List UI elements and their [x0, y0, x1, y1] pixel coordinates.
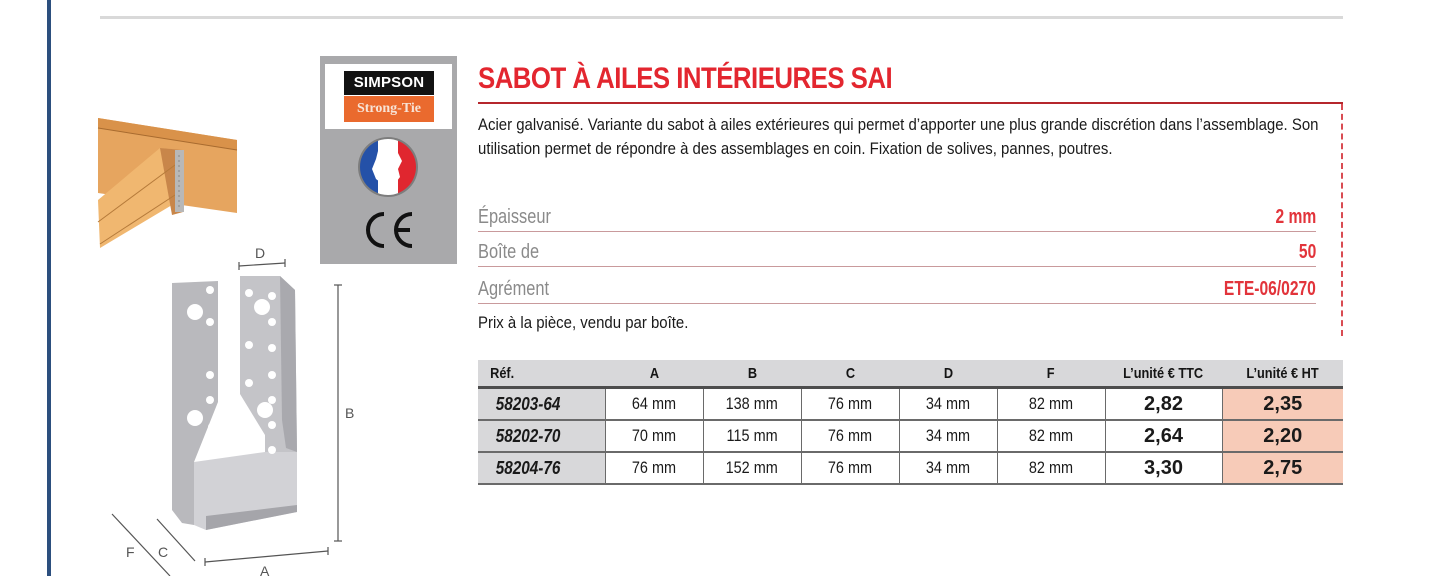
header-b: B — [703, 360, 801, 388]
cell-price-ht: 2,35 — [1222, 388, 1343, 421]
cell-ref: 58203-64 — [478, 388, 605, 421]
spec-row-thickness — [478, 201, 1316, 232]
header-f: F — [997, 360, 1105, 388]
simpson-strongtie-logo — [325, 64, 452, 129]
cell-f: 82 mm — [997, 420, 1105, 452]
cell-f: 82 mm — [997, 388, 1105, 421]
cell-a: 64 mm — [605, 388, 703, 421]
cell-d: 34 mm — [899, 420, 997, 452]
cell-a: 70 mm — [605, 420, 703, 452]
title-underline — [478, 102, 1343, 104]
cell-d: 34 mm — [899, 452, 997, 484]
cell-f: 82 mm — [997, 452, 1105, 484]
table-header-row — [478, 360, 1343, 388]
price-note: Prix à la pièce, vendu par boîte. — [478, 313, 689, 332]
dimension-label-d: D — [255, 245, 266, 261]
logo-simpson-text: SIMPSON — [344, 71, 434, 95]
header-a: A — [605, 360, 703, 388]
joist-hanger-icon — [172, 276, 297, 530]
cell-ref: 58204-76 — [478, 452, 605, 484]
cell-price-ht: 2,20 — [1222, 420, 1343, 452]
header-c: C — [801, 360, 899, 388]
table-row — [478, 420, 1343, 452]
header-d: D — [899, 360, 997, 388]
cell-price-ht: 2,75 — [1222, 452, 1343, 484]
cell-price-ttc: 3,30 — [1105, 452, 1222, 484]
cell-c: 76 mm — [801, 388, 899, 421]
spec-value: 50 — [1298, 241, 1316, 263]
dimension-label-a: A — [260, 563, 270, 576]
dimension-label-f: F — [126, 544, 135, 560]
cell-a: 76 mm — [605, 452, 703, 484]
product-price-table — [478, 360, 1343, 485]
spec-row-approval — [478, 273, 1316, 304]
dimension-lines — [112, 259, 342, 576]
cell-b: 138 mm — [703, 388, 801, 421]
brand-panel — [320, 56, 457, 264]
spec-value: ETE-06/0270 — [1224, 278, 1316, 300]
cell-b: 152 mm — [703, 452, 801, 484]
table-row — [478, 452, 1343, 484]
cell-c: 76 mm — [801, 420, 899, 452]
page-left-border — [47, 0, 51, 576]
logo-strongtie-text: Strong-Tie — [344, 96, 434, 122]
header-price-ht: L’unité € HT — [1222, 360, 1343, 388]
france-origin-icon — [356, 135, 420, 199]
ce-mark-icon — [358, 208, 418, 252]
wood-assembly-icon — [98, 118, 237, 248]
product-title: SABOT À AILES INTÉRIEURES SAI — [478, 62, 893, 95]
top-divider — [100, 16, 1343, 19]
dashed-right-border — [1341, 104, 1343, 336]
product-description: Acier galvanisé. Variante du sabot à ailes extérieures qui permet d’apporter une plus grande discrétion dans l’assemblage. Son utilisation permet de répondre à des assemblages en coin. Fixation de solives, pannes, poutres. — [478, 115, 1319, 158]
table-row — [478, 388, 1343, 421]
product-illustration — [60, 100, 360, 576]
spec-label: Épaisseur — [478, 206, 551, 228]
spec-label: Boîte de — [478, 241, 540, 263]
dimension-label-b: B — [345, 405, 355, 421]
cell-price-ttc: 2,64 — [1105, 420, 1222, 452]
spec-row-box-quantity — [478, 236, 1316, 267]
cell-b: 115 mm — [703, 420, 801, 452]
cell-ref: 58202-70 — [478, 420, 605, 452]
dimension-label-c: C — [158, 544, 169, 560]
spec-label: Agrément — [478, 278, 550, 300]
spec-value: 2 mm — [1275, 206, 1316, 228]
cell-d: 34 mm — [899, 388, 997, 421]
cell-price-ttc: 2,82 — [1105, 388, 1222, 421]
header-price-ttc: L’unité € TTC — [1105, 360, 1222, 388]
header-ref: Réf. — [478, 360, 605, 388]
cell-c: 76 mm — [801, 452, 899, 484]
